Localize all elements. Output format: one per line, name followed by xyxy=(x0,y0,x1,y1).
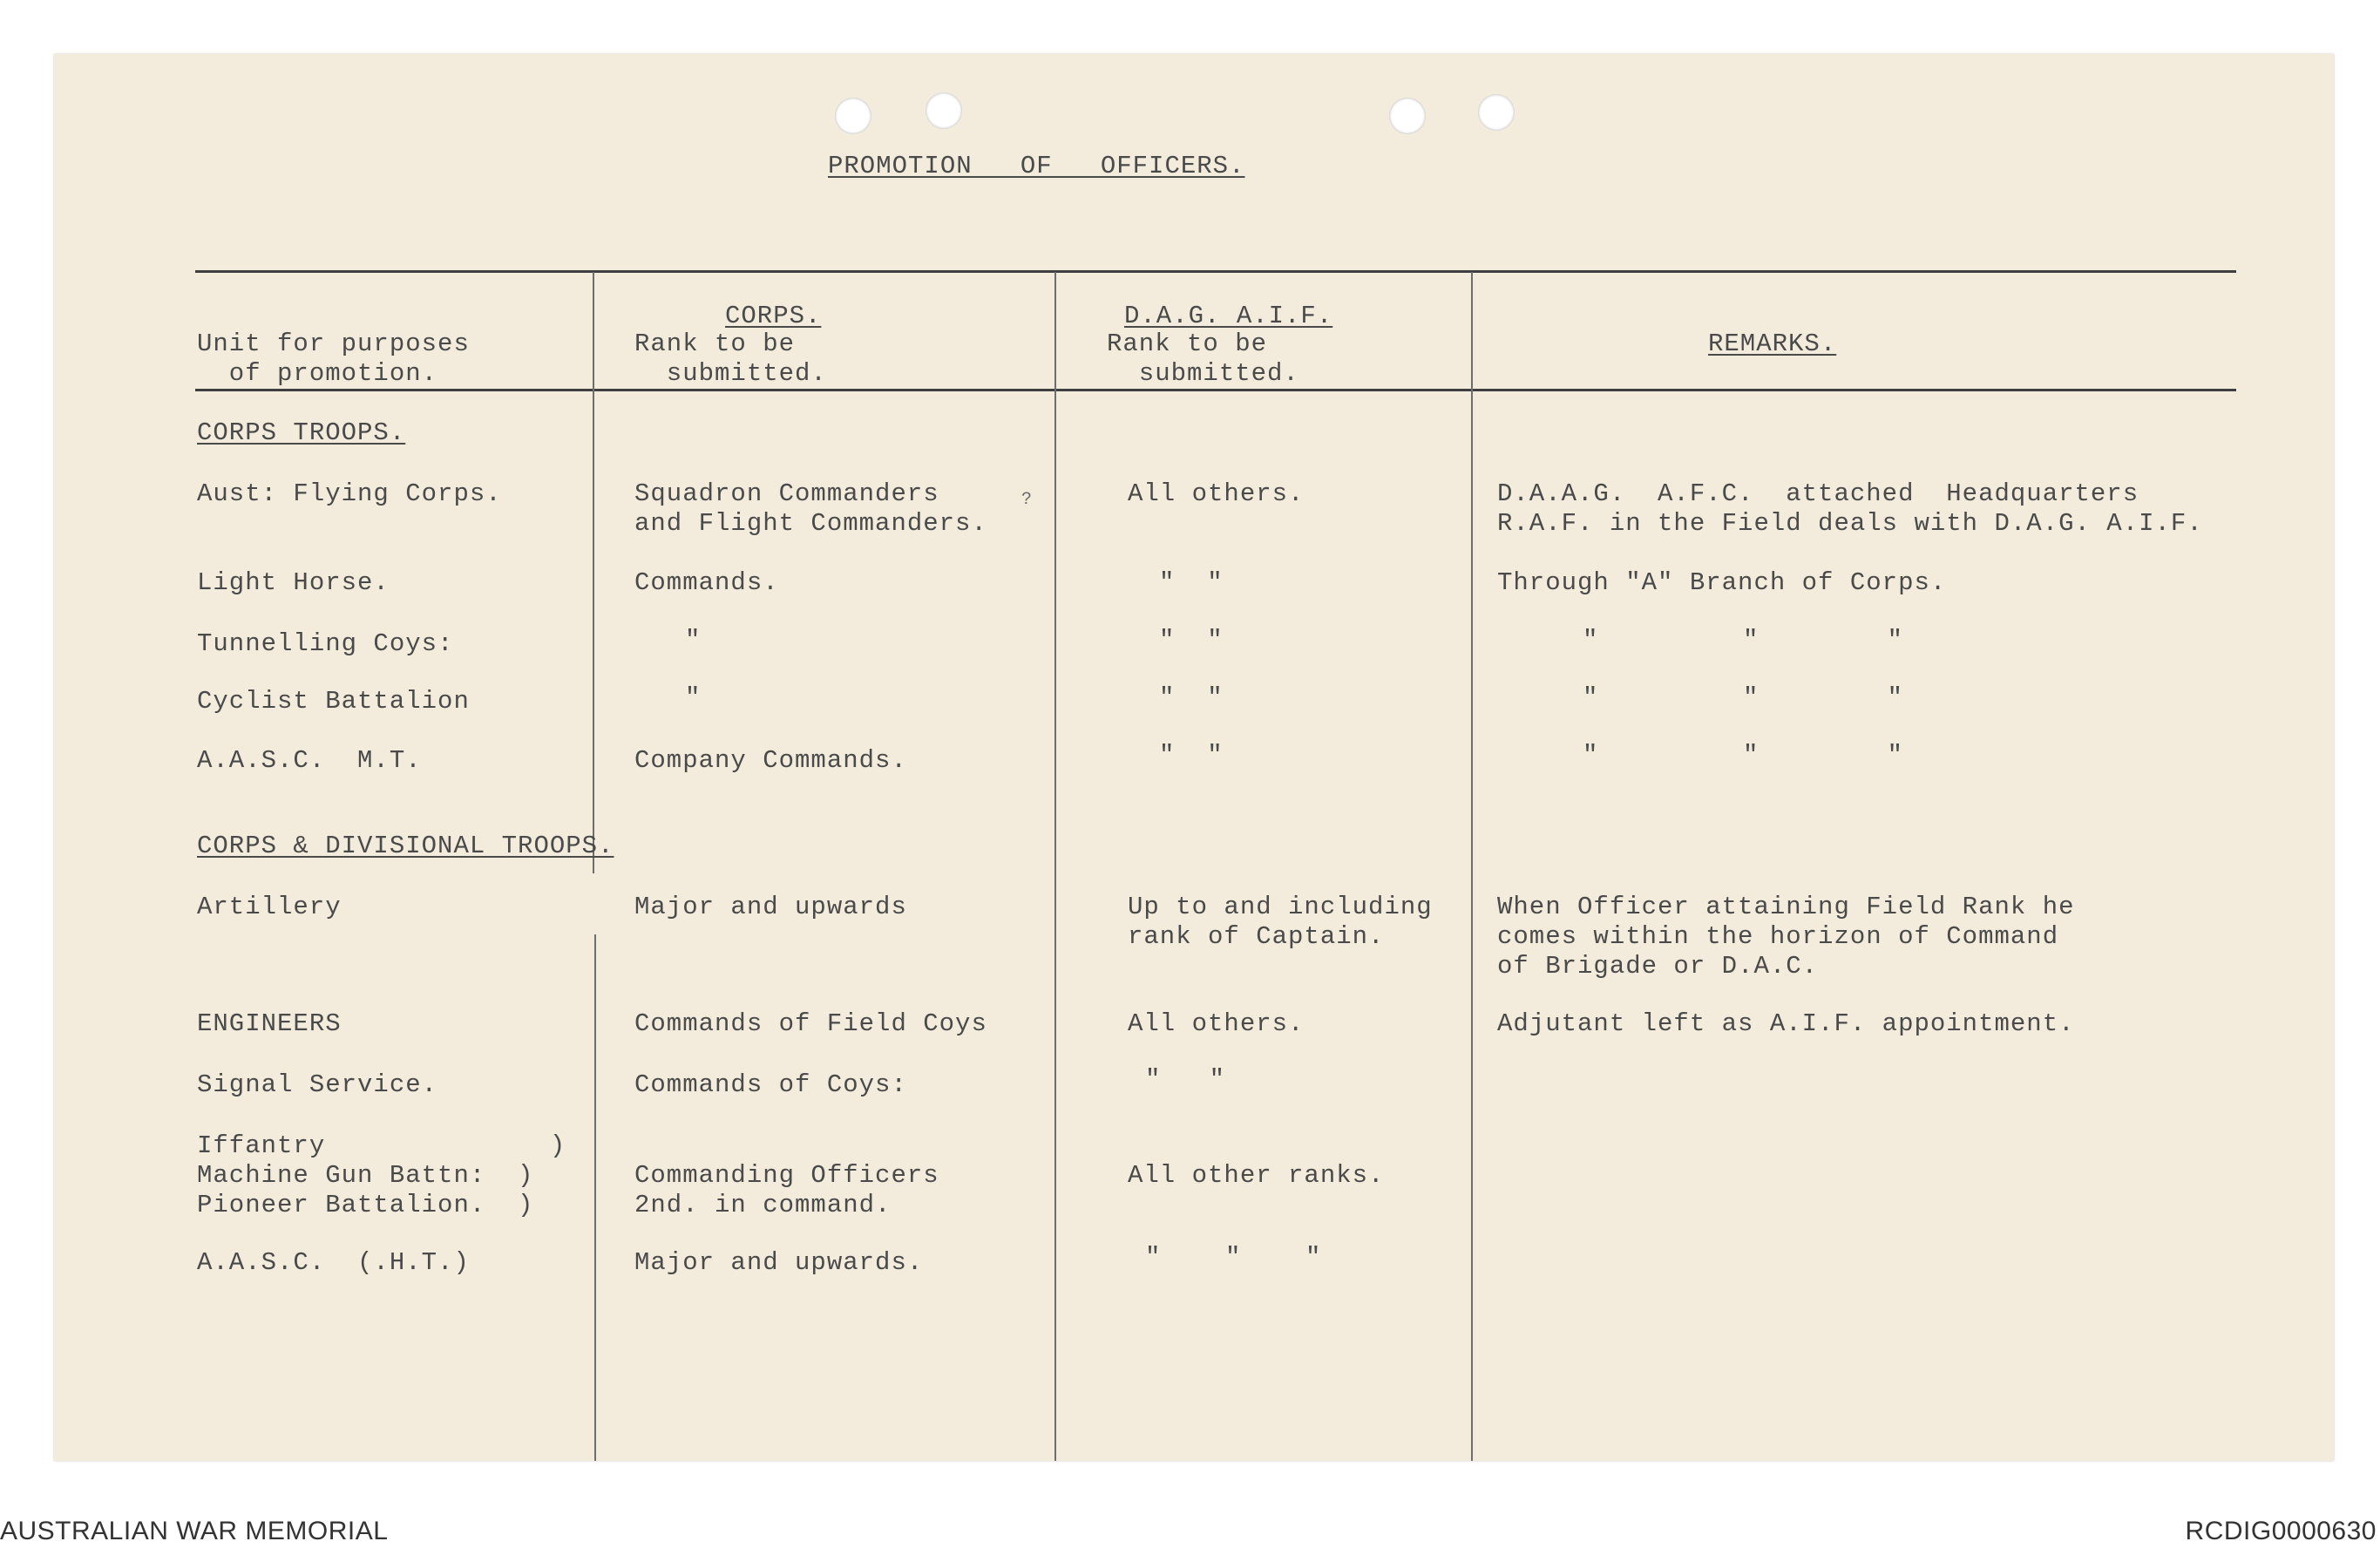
row-remarks: " " " xyxy=(1583,683,1904,712)
row-remarks: When Officer attaining Field Rank he comes within the horizon of Command of Brigade or D.A.C. xyxy=(1497,893,2075,981)
column-divider xyxy=(594,934,596,1461)
row-corps-rank: Commands. xyxy=(634,568,779,597)
table-top-rule xyxy=(195,270,2236,273)
header-bottom-rule xyxy=(195,389,2236,391)
header-corps-title: CORPS. xyxy=(725,302,822,330)
column-divider xyxy=(593,272,594,873)
row-remarks: Through "A" Branch of Corps. xyxy=(1497,568,1947,597)
row-dag-rank: " " xyxy=(1145,1065,1226,1094)
row-unit: Iffantry ) Machine Gun Battn: ) Pioneer Battalion. ) xyxy=(197,1131,566,1219)
row-corps-rank: Company Commands. xyxy=(634,746,907,775)
column-divider xyxy=(1054,272,1056,1461)
row-unit: Light Horse. xyxy=(197,568,390,597)
row-corps-rank: " xyxy=(685,626,702,655)
document-page xyxy=(54,54,2334,1461)
row-unit: Aust: Flying Corps. xyxy=(197,479,502,508)
section-corps-divisional-troops: CORPS & DIVISIONAL TROOPS. xyxy=(197,832,614,860)
document-title: PROMOTION OF OFFICERS. xyxy=(828,152,1245,180)
row-remarks: Adjutant left as A.I.F. appointment. xyxy=(1497,1009,2075,1038)
header-dag-sub: Rank to be submitted. xyxy=(1107,329,1299,388)
row-dag-rank: All others. xyxy=(1128,479,1305,508)
row-dag-rank: Up to and including rank of Captain. xyxy=(1128,893,1433,951)
header-unit: Unit for purposes of promotion. xyxy=(197,329,470,388)
row-unit: A.A.S.C. M.T. xyxy=(197,746,422,775)
row-corps-rank: Major and upwards. xyxy=(634,1248,924,1277)
punch-hole xyxy=(1478,94,1515,131)
row-corps-rank: Commands of Field Coys xyxy=(634,1009,987,1038)
header-remarks: REMARKS. xyxy=(1708,329,1837,358)
row-remarks: " " " xyxy=(1583,626,1904,655)
header-corps-sub: Rank to be submitted. xyxy=(634,329,827,388)
row-corps-rank: " xyxy=(685,683,702,712)
row-dag-rank: All others. xyxy=(1128,1009,1305,1038)
row-corps-rank: Commanding Officers 2nd. in command. xyxy=(634,1161,939,1219)
footer-id: RCDIG0000630 xyxy=(2185,1517,2377,1545)
row-corps-rank: Squadron Commanders and Flight Commanders. xyxy=(634,479,987,538)
pencil-mark: ? xyxy=(1021,490,1033,510)
row-corps-rank: Commands of Coys: xyxy=(634,1070,907,1099)
row-unit: Tunnelling Coys: xyxy=(197,629,454,658)
column-divider xyxy=(1471,272,1473,1461)
row-unit: Cyclist Battalion xyxy=(197,687,470,716)
row-unit: Artillery xyxy=(197,893,342,921)
row-dag-rank: " " xyxy=(1159,741,1224,770)
row-remarks: " " " xyxy=(1583,741,1904,770)
row-corps-rank: Major and upwards xyxy=(634,893,907,921)
punch-hole xyxy=(835,98,871,134)
punch-hole xyxy=(926,92,962,129)
footer-source: AUSTRALIAN WAR MEMORIAL xyxy=(0,1517,389,1545)
row-dag-rank: " " xyxy=(1159,568,1224,597)
punch-hole xyxy=(1389,98,1426,134)
row-dag-rank: " " " xyxy=(1145,1243,1322,1272)
row-remarks: D.A.A.G. A.F.C. attached Headquarters R.A.F. in the Field deals with D.A.G. A.I.F. xyxy=(1497,479,2203,538)
row-unit: Signal Service. xyxy=(197,1070,438,1099)
section-corps-troops: CORPS TROOPS. xyxy=(197,418,406,447)
row-unit: ENGINEERS xyxy=(197,1009,342,1038)
header-dag-title: D.A.G. A.I.F. xyxy=(1124,302,1333,330)
row-unit: A.A.S.C. (.H.T.) xyxy=(197,1248,470,1277)
row-dag-rank: All other ranks. xyxy=(1128,1161,1385,1190)
row-dag-rank: " " xyxy=(1159,626,1224,655)
row-dag-rank: " " xyxy=(1159,683,1224,712)
